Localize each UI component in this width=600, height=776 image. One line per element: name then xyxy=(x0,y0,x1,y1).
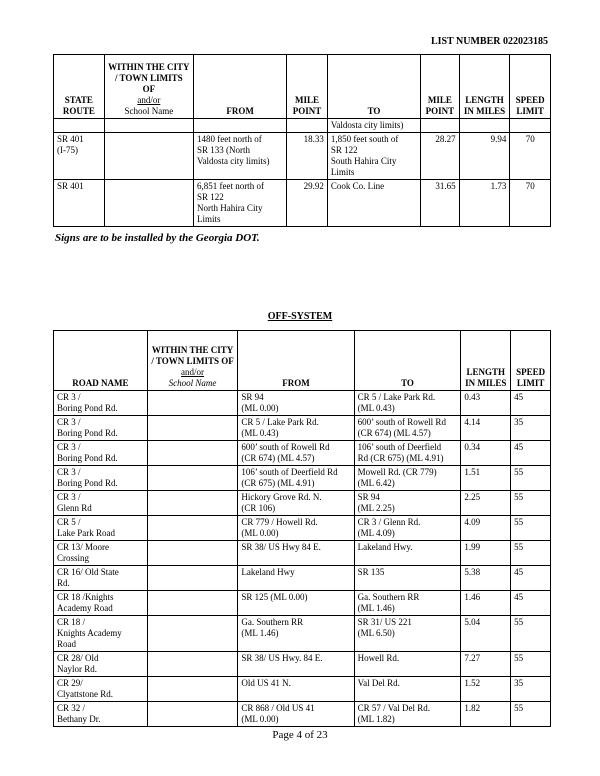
to-cell: Cook Co. Line xyxy=(327,180,420,227)
within-cell xyxy=(147,416,238,441)
length-cell: 1.73 xyxy=(459,180,510,227)
length-cell: 5.38 xyxy=(461,566,511,591)
from-cell: Hickory Grove Rd. N. (CR 106) xyxy=(238,491,354,516)
to-cell: CR 3 / Glenn Rd. (ML 4.09) xyxy=(354,516,461,541)
length-cell: 1.46 xyxy=(461,591,511,616)
from-cell: SR 38/ US Hwy 84 E. xyxy=(238,541,354,566)
route-cell: SR 401 xyxy=(54,180,105,227)
mile-point-cell: 18.33 xyxy=(287,133,328,180)
within-cell xyxy=(147,702,238,727)
speed-cell: 45 xyxy=(511,566,551,591)
length-cell: 5.04 xyxy=(461,616,511,652)
road-name-cell: CR 3 / Boring Pond Rd. xyxy=(54,416,148,441)
from-cell: 6,851 feet north of SR 122 North Hahira City Limits xyxy=(193,180,286,227)
to-cell: Mowell Rd. (CR 779) (ML 6.42) xyxy=(354,466,461,491)
within-cell xyxy=(147,391,238,416)
to-cell: CR 57 / Val Del Rd. (ML 1.82) xyxy=(354,702,461,727)
speed-cell: 55 xyxy=(511,491,551,516)
table-row xyxy=(54,677,551,702)
speed-cell: 55 xyxy=(511,652,551,677)
from-cell: 600’ south of Rowell Rd (CR 674) (ML 4.57) xyxy=(238,441,354,466)
speed-cell: 55 xyxy=(511,616,551,652)
within-cell xyxy=(147,566,238,591)
route-cell: SR 401 (I-75) xyxy=(54,133,105,180)
header-state-route: STATE ROUTE xyxy=(54,55,105,119)
road-name-cell: CR 28/ Old Naylor Rd. xyxy=(54,652,148,677)
header-speed: SPEED LIMIT xyxy=(511,331,551,391)
to-cell: Lakeland Hwy. xyxy=(354,541,461,566)
speed-cell: 45 xyxy=(511,591,551,616)
header-from: FROM xyxy=(193,55,286,119)
speed-cell: 55 xyxy=(511,702,551,727)
from-cell: CR 779 / Howell Rd. (ML 0.00) xyxy=(238,516,354,541)
from-cell: SR 38/ US Hwy. 84 E. xyxy=(238,652,354,677)
road-name-cell: CR 29/ Clyattstone Rd. xyxy=(54,677,148,702)
header-mile-point-1: MILE POINT xyxy=(287,55,328,119)
header-speed: SPEED LIMIT xyxy=(510,55,551,119)
length-cell: 7.27 xyxy=(461,652,511,677)
length-cell: 4.09 xyxy=(461,516,511,541)
to-cell: SR 135 xyxy=(354,566,461,591)
speed-cell: 35 xyxy=(511,416,551,441)
within-cell xyxy=(147,677,238,702)
within-cell xyxy=(104,133,193,180)
list-number: LIST NUMBER 022023185 xyxy=(430,36,548,47)
within-cell xyxy=(104,180,193,227)
header-length: LENGTH IN MILES xyxy=(461,331,511,391)
length-cell: 9.94 xyxy=(459,133,510,180)
length-cell: 1.51 xyxy=(461,466,511,491)
carryover-to: Valdosta city limits) xyxy=(327,119,420,133)
to-cell: 600’ south of Rowell Rd (CR 674) (ML 4.57) xyxy=(354,416,461,441)
header-road-name: ROAD NAME xyxy=(54,331,148,391)
speed-cell: 45 xyxy=(511,441,551,466)
table-row xyxy=(54,566,551,591)
within-cell xyxy=(147,491,238,516)
table-row xyxy=(54,441,551,466)
road-name-cell: CR 32 / Bethany Dr. xyxy=(54,702,148,727)
from-cell: SR 125 (ML 0.00) xyxy=(238,591,354,616)
to-cell: SR 31/ US 221 (ML 6.50) xyxy=(354,616,461,652)
road-name-cell: CR 13/ Moore Crossing xyxy=(54,541,148,566)
length-cell: 0.34 xyxy=(461,441,511,466)
table-row xyxy=(54,516,551,541)
header-mile-point-2: MILE POINT xyxy=(421,55,460,119)
header-from: FROM xyxy=(238,331,354,391)
speed-cell: 55 xyxy=(511,516,551,541)
within-cell xyxy=(147,541,238,566)
table-row xyxy=(54,391,551,416)
table-row xyxy=(54,616,551,652)
table-row xyxy=(54,702,551,727)
carryover-row xyxy=(54,119,551,133)
install-note: Signs are to be installed by the Georgia DOT. xyxy=(55,232,260,244)
from-cell: 1480 feet north of SR 133 (North Valdosta city limits) xyxy=(193,133,286,180)
from-cell: Lakeland Hwy xyxy=(238,566,354,591)
to-cell: Val Del Rd. xyxy=(354,677,461,702)
road-name-cell: CR 16/ Old State Rd. xyxy=(54,566,148,591)
speed-cell: 55 xyxy=(511,466,551,491)
header-within: WITHIN THE CITY / TOWN LIMITS OF and/or School Name xyxy=(147,331,238,391)
length-cell: 0.43 xyxy=(461,391,511,416)
to-cell: Ga. Southern RR (ML 1.46) xyxy=(354,591,461,616)
table-row xyxy=(54,180,551,227)
table-row xyxy=(54,591,551,616)
off-system-title: OFF-SYSTEM xyxy=(267,311,333,322)
mile-point-cell: 28.27 xyxy=(421,133,460,180)
within-cell xyxy=(147,516,238,541)
off-system-table xyxy=(53,330,551,727)
road-name-cell: CR 3 / Boring Pond Rd. xyxy=(54,466,148,491)
length-cell: 2.25 xyxy=(461,491,511,516)
within-cell xyxy=(147,441,238,466)
to-cell: 106’ south of Deerfield Rd (CR 675) (ML 4.91) xyxy=(354,441,461,466)
header-within: WITHIN THE CITY / TOWN LIMITS OF and/or School Name xyxy=(104,55,193,119)
header-length: LENGTH IN MILES xyxy=(459,55,510,119)
table-row xyxy=(54,652,551,677)
within-cell xyxy=(147,616,238,652)
within-cell xyxy=(147,466,238,491)
length-cell: 1.99 xyxy=(461,541,511,566)
to-cell: CR 5 / Lake Park Rd. (ML 0.43) xyxy=(354,391,461,416)
road-name-cell: CR 3 / Boring Pond Rd. xyxy=(54,441,148,466)
road-name-cell: CR 3 / Glenn Rd xyxy=(54,491,148,516)
length-cell: 4.14 xyxy=(461,416,511,441)
within-cell xyxy=(147,591,238,616)
speed-cell: 35 xyxy=(511,677,551,702)
speed-cell: 55 xyxy=(511,541,551,566)
from-cell: Old US 41 N. xyxy=(238,677,354,702)
from-cell: CR 868 / Old US 41 (ML 0.00) xyxy=(238,702,354,727)
from-cell: SR 94 (ML 0.00) xyxy=(238,391,354,416)
from-cell: 106’ south of Deerfield Rd (CR 675) (ML 4.91) xyxy=(238,466,354,491)
within-cell xyxy=(147,652,238,677)
header-to: TO xyxy=(354,331,461,391)
length-cell: 1.82 xyxy=(461,702,511,727)
from-cell: CR 5 / Lake Park Rd. (ML 0.43) xyxy=(238,416,354,441)
table-row xyxy=(54,466,551,491)
mile-point-cell: 29.92 xyxy=(287,180,328,227)
table-row xyxy=(54,133,551,180)
to-cell: SR 94 (ML 2.25) xyxy=(354,491,461,516)
length-cell: 1.52 xyxy=(461,677,511,702)
to-cell: 1,850 feet south of SR 122 South Hahira City Limits xyxy=(327,133,420,180)
speed-cell: 70 xyxy=(510,180,551,227)
road-name-cell: CR 18 / Knights Academy Road xyxy=(54,616,148,652)
from-cell: Ga. Southern RR (ML 1.46) xyxy=(238,616,354,652)
speed-cell: 70 xyxy=(510,133,551,180)
state-route-table xyxy=(53,54,551,227)
road-name-cell: CR 18 /Knights Academy Road xyxy=(54,591,148,616)
to-cell: Howell Rd. xyxy=(354,652,461,677)
road-name-cell: CR 5 / Lake Park Road xyxy=(54,516,148,541)
speed-cell: 45 xyxy=(511,391,551,416)
page-footer: Page 4 of 23 xyxy=(272,729,328,741)
table-row xyxy=(54,416,551,441)
table-row xyxy=(54,491,551,516)
header-to: TO xyxy=(327,55,420,119)
road-name-cell: CR 3 / Boring Pond Rd. xyxy=(54,391,148,416)
table-row xyxy=(54,541,551,566)
mile-point-cell: 31.65 xyxy=(421,180,460,227)
